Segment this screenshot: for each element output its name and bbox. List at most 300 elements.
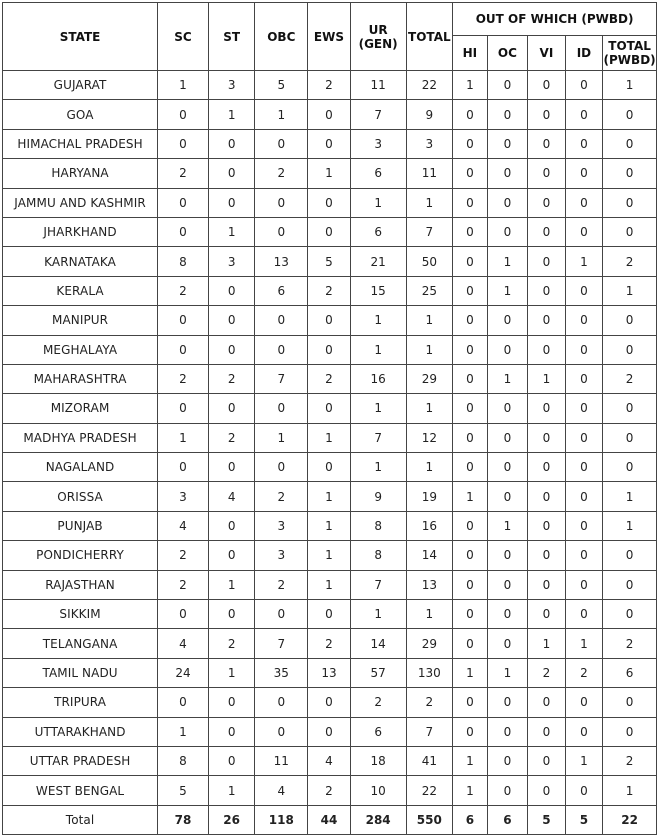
- cell-obc: 4: [255, 776, 308, 805]
- total-row: [3, 805, 657, 834]
- cell-st: 1: [208, 658, 255, 687]
- cell-obc: 2: [255, 159, 308, 188]
- header-hi: HI: [453, 36, 487, 71]
- cell-ur-gen: 15: [350, 276, 406, 305]
- cell-id: 0: [565, 100, 603, 129]
- cell-obc: 0: [255, 717, 308, 746]
- cell-ur-gen: 11: [350, 71, 406, 100]
- header-ur-gen: [350, 3, 406, 71]
- cell-sc: 1: [158, 71, 209, 100]
- cell-id: 0: [565, 541, 603, 570]
- total-cell-oc: 6: [487, 805, 528, 834]
- table-row: [3, 658, 657, 687]
- cell-oc: 0: [487, 600, 528, 629]
- cell-ur-gen: 1: [350, 394, 406, 423]
- cell-oc: 0: [487, 335, 528, 364]
- cell-oc: 0: [487, 688, 528, 717]
- cell-state: KERALA: [3, 276, 158, 305]
- cell-obc: 0: [255, 335, 308, 364]
- cell-vi: 0: [528, 717, 566, 746]
- cell-oc: 0: [487, 717, 528, 746]
- table-header: [3, 3, 657, 71]
- cell-oc: 1: [487, 364, 528, 393]
- cell-st: 1: [208, 570, 255, 599]
- cell-total-pwbd: 0: [603, 129, 657, 158]
- cell-ews: 1: [308, 511, 351, 540]
- cell-state: HARYANA: [3, 159, 158, 188]
- cell-vi: 0: [528, 541, 566, 570]
- cell-st: 4: [208, 482, 255, 511]
- cell-id: 0: [565, 482, 603, 511]
- cell-ews: 0: [308, 717, 351, 746]
- cell-ur-gen: 6: [350, 217, 406, 246]
- cell-ews: 2: [308, 71, 351, 100]
- cell-vi: 0: [528, 71, 566, 100]
- cell-st: 0: [208, 335, 255, 364]
- cell-oc: 0: [487, 629, 528, 658]
- cell-obc: 0: [255, 188, 308, 217]
- cell-st: 0: [208, 541, 255, 570]
- cell-oc: 0: [487, 71, 528, 100]
- header-pwbd-group: OUT OF WHICH (PWBD): [453, 3, 657, 36]
- cell-id: 0: [565, 129, 603, 158]
- cell-id: 1: [565, 746, 603, 775]
- cell-state: GOA: [3, 100, 158, 129]
- cell-ews: 1: [308, 570, 351, 599]
- cell-vi: 1: [528, 364, 566, 393]
- cell-state: SIKKIM: [3, 600, 158, 629]
- cell-sc: 3: [158, 482, 209, 511]
- cell-total: 13: [406, 570, 453, 599]
- total-cell-total: 550: [406, 805, 453, 834]
- cell-st: 3: [208, 71, 255, 100]
- cell-ews: 2: [308, 776, 351, 805]
- cell-obc: 7: [255, 629, 308, 658]
- cell-sc: 0: [158, 394, 209, 423]
- cell-hi: 1: [453, 746, 487, 775]
- cell-sc: 2: [158, 276, 209, 305]
- cell-sc: 0: [158, 453, 209, 482]
- cell-total-pwbd: 2: [603, 629, 657, 658]
- cell-ur-gen: 1: [350, 453, 406, 482]
- table-row: [3, 570, 657, 599]
- cell-sc: 1: [158, 717, 209, 746]
- cell-ur-gen: 16: [350, 364, 406, 393]
- total-cell-vi: 5: [528, 805, 566, 834]
- cell-vi: 0: [528, 600, 566, 629]
- cell-obc: 7: [255, 364, 308, 393]
- cell-oc: 0: [487, 776, 528, 805]
- cell-ews: 0: [308, 306, 351, 335]
- cell-total-pwbd: 0: [603, 217, 657, 246]
- cell-total-pwbd: 0: [603, 100, 657, 129]
- cell-ur-gen: 7: [350, 570, 406, 599]
- cell-state: KARNATAKA: [3, 247, 158, 276]
- cell-total-pwbd: 0: [603, 188, 657, 217]
- cell-ews: 0: [308, 335, 351, 364]
- cell-sc: 2: [158, 159, 209, 188]
- table-row: [3, 629, 657, 658]
- cell-total-pwbd: 0: [603, 306, 657, 335]
- cell-ur-gen: 6: [350, 717, 406, 746]
- cell-state: MIZORAM: [3, 394, 158, 423]
- cell-obc: 0: [255, 306, 308, 335]
- cell-ur-gen: 1: [350, 188, 406, 217]
- cell-ur-gen: 7: [350, 100, 406, 129]
- cell-oc: 0: [487, 394, 528, 423]
- state-reservation-table: [2, 2, 657, 835]
- cell-hi: 0: [453, 688, 487, 717]
- total-cell-ews: 44: [308, 805, 351, 834]
- cell-state: JAMMU AND KASHMIR: [3, 188, 158, 217]
- cell-state: ORISSA: [3, 482, 158, 511]
- cell-id: 0: [565, 276, 603, 305]
- cell-st: 1: [208, 776, 255, 805]
- cell-ews: 0: [308, 217, 351, 246]
- total-cell-ur-gen: 284: [350, 805, 406, 834]
- cell-obc: 11: [255, 746, 308, 775]
- cell-id: 0: [565, 776, 603, 805]
- cell-state: GUJARAT: [3, 71, 158, 100]
- header-total-pwbd-line1: TOTAL: [608, 39, 651, 53]
- cell-st: 0: [208, 511, 255, 540]
- cell-oc: 1: [487, 247, 528, 276]
- total-cell-obc: 118: [255, 805, 308, 834]
- table-row: [3, 394, 657, 423]
- cell-ur-gen: 1: [350, 600, 406, 629]
- cell-total-pwbd: 0: [603, 453, 657, 482]
- cell-st: 0: [208, 276, 255, 305]
- cell-id: 0: [565, 717, 603, 746]
- cell-hi: 0: [453, 159, 487, 188]
- cell-id: 0: [565, 335, 603, 364]
- cell-oc: 0: [487, 188, 528, 217]
- cell-state: UTTARAKHAND: [3, 717, 158, 746]
- table-row: [3, 364, 657, 393]
- header-vi: VI: [528, 36, 566, 71]
- cell-vi: 0: [528, 688, 566, 717]
- cell-total-pwbd: 1: [603, 776, 657, 805]
- cell-oc: 0: [487, 541, 528, 570]
- cell-id: 0: [565, 159, 603, 188]
- cell-ur-gen: 21: [350, 247, 406, 276]
- cell-total: 41: [406, 746, 453, 775]
- cell-total: 1: [406, 306, 453, 335]
- cell-total-pwbd: 0: [603, 423, 657, 452]
- cell-ur-gen: 57: [350, 658, 406, 687]
- table-row: [3, 159, 657, 188]
- cell-vi: 0: [528, 306, 566, 335]
- cell-ews: 1: [308, 482, 351, 511]
- cell-obc: 35: [255, 658, 308, 687]
- cell-id: 0: [565, 688, 603, 717]
- cell-total-pwbd: 1: [603, 71, 657, 100]
- cell-obc: 0: [255, 688, 308, 717]
- cell-sc: 0: [158, 217, 209, 246]
- table-row: [3, 247, 657, 276]
- cell-ews: 1: [308, 159, 351, 188]
- cell-sc: 5: [158, 776, 209, 805]
- cell-oc: 0: [487, 306, 528, 335]
- total-cell-id: 5: [565, 805, 603, 834]
- cell-hi: 0: [453, 570, 487, 599]
- cell-obc: 3: [255, 511, 308, 540]
- cell-total-pwbd: 0: [603, 541, 657, 570]
- table-row: [3, 71, 657, 100]
- table-row: [3, 717, 657, 746]
- cell-obc: 0: [255, 129, 308, 158]
- cell-obc: 0: [255, 394, 308, 423]
- cell-state: TAMIL NADU: [3, 658, 158, 687]
- table-row: [3, 746, 657, 775]
- cell-ur-gen: 1: [350, 335, 406, 364]
- cell-sc: 4: [158, 629, 209, 658]
- cell-st: 0: [208, 746, 255, 775]
- cell-total-pwbd: 0: [603, 394, 657, 423]
- cell-ur-gen: 10: [350, 776, 406, 805]
- cell-sc: 2: [158, 364, 209, 393]
- cell-id: 0: [565, 217, 603, 246]
- cell-total: 14: [406, 541, 453, 570]
- table-row: [3, 511, 657, 540]
- cell-st: 0: [208, 453, 255, 482]
- cell-st: 0: [208, 688, 255, 717]
- table-row: [3, 129, 657, 158]
- cell-ews: 0: [308, 688, 351, 717]
- table-row: [3, 306, 657, 335]
- cell-oc: 0: [487, 453, 528, 482]
- cell-hi: 0: [453, 629, 487, 658]
- cell-obc: 0: [255, 453, 308, 482]
- cell-ur-gen: 1: [350, 306, 406, 335]
- cell-obc: 5: [255, 71, 308, 100]
- table-row: [3, 688, 657, 717]
- cell-ews: 1: [308, 541, 351, 570]
- cell-vi: 2: [528, 658, 566, 687]
- cell-vi: 0: [528, 570, 566, 599]
- cell-vi: 0: [528, 247, 566, 276]
- table-body: [3, 71, 657, 835]
- cell-ews: 13: [308, 658, 351, 687]
- cell-total-pwbd: 1: [603, 482, 657, 511]
- cell-id: 2: [565, 658, 603, 687]
- table-row: [3, 423, 657, 452]
- header-total: TOTAL: [406, 3, 453, 71]
- cell-sc: 1: [158, 423, 209, 452]
- cell-total: 29: [406, 629, 453, 658]
- table-row: [3, 335, 657, 364]
- cell-state: TRIPURA: [3, 688, 158, 717]
- cell-oc: 1: [487, 658, 528, 687]
- cell-hi: 0: [453, 364, 487, 393]
- cell-total: 1: [406, 335, 453, 364]
- cell-obc: 2: [255, 570, 308, 599]
- cell-vi: 0: [528, 188, 566, 217]
- cell-hi: 0: [453, 600, 487, 629]
- cell-total: 1: [406, 453, 453, 482]
- cell-ur-gen: 3: [350, 129, 406, 158]
- cell-ews: 0: [308, 100, 351, 129]
- header-total-pwbd-line2: (PWBD): [603, 53, 656, 67]
- table-row: [3, 100, 657, 129]
- cell-total: 7: [406, 217, 453, 246]
- table-row: [3, 541, 657, 570]
- cell-ews: 2: [308, 364, 351, 393]
- cell-ur-gen: 8: [350, 511, 406, 540]
- cell-total-pwbd: 0: [603, 717, 657, 746]
- cell-obc: 0: [255, 600, 308, 629]
- cell-vi: 0: [528, 482, 566, 511]
- cell-hi: 0: [453, 129, 487, 158]
- cell-state: PUNJAB: [3, 511, 158, 540]
- cell-obc: 1: [255, 100, 308, 129]
- table-row: [3, 217, 657, 246]
- cell-hi: 1: [453, 776, 487, 805]
- total-cell-st: 26: [208, 805, 255, 834]
- cell-sc: 24: [158, 658, 209, 687]
- cell-st: 0: [208, 394, 255, 423]
- cell-oc: 1: [487, 276, 528, 305]
- cell-sc: 0: [158, 688, 209, 717]
- cell-total: 29: [406, 364, 453, 393]
- cell-st: 0: [208, 600, 255, 629]
- cell-id: 1: [565, 247, 603, 276]
- cell-hi: 0: [453, 247, 487, 276]
- cell-ews: 4: [308, 746, 351, 775]
- cell-total: 11: [406, 159, 453, 188]
- cell-total-pwbd: 0: [603, 570, 657, 599]
- cell-vi: 1: [528, 629, 566, 658]
- total-cell-hi: 6: [453, 805, 487, 834]
- cell-st: 1: [208, 217, 255, 246]
- cell-ur-gen: 14: [350, 629, 406, 658]
- cell-id: 0: [565, 71, 603, 100]
- cell-vi: 0: [528, 394, 566, 423]
- cell-state: MANIPUR: [3, 306, 158, 335]
- cell-id: 0: [565, 306, 603, 335]
- cell-vi: 0: [528, 129, 566, 158]
- cell-hi: 0: [453, 541, 487, 570]
- cell-ews: 0: [308, 600, 351, 629]
- total-cell-state: Total: [3, 805, 158, 834]
- cell-total: 7: [406, 717, 453, 746]
- header-id: ID: [565, 36, 603, 71]
- cell-sc: 2: [158, 570, 209, 599]
- cell-state: TELANGANA: [3, 629, 158, 658]
- cell-hi: 0: [453, 511, 487, 540]
- cell-total-pwbd: 0: [603, 159, 657, 188]
- table-row: [3, 600, 657, 629]
- cell-id: 0: [565, 453, 603, 482]
- cell-vi: 0: [528, 335, 566, 364]
- cell-st: 2: [208, 364, 255, 393]
- cell-total-pwbd: 2: [603, 247, 657, 276]
- cell-ews: 0: [308, 129, 351, 158]
- cell-id: 0: [565, 364, 603, 393]
- cell-obc: 13: [255, 247, 308, 276]
- cell-vi: 0: [528, 276, 566, 305]
- cell-vi: 0: [528, 159, 566, 188]
- cell-id: 0: [565, 423, 603, 452]
- header-ur-line2: (GEN): [358, 36, 398, 51]
- cell-st: 0: [208, 717, 255, 746]
- cell-hi: 0: [453, 188, 487, 217]
- cell-total: 22: [406, 71, 453, 100]
- cell-total-pwbd: 1: [603, 276, 657, 305]
- cell-ews: 0: [308, 453, 351, 482]
- cell-st: 2: [208, 629, 255, 658]
- cell-ews: 0: [308, 188, 351, 217]
- cell-oc: 0: [487, 482, 528, 511]
- cell-id: 0: [565, 600, 603, 629]
- cell-vi: 0: [528, 100, 566, 129]
- cell-ur-gen: 9: [350, 482, 406, 511]
- cell-oc: 0: [487, 217, 528, 246]
- cell-id: 0: [565, 188, 603, 217]
- cell-state: WEST BENGAL: [3, 776, 158, 805]
- cell-total-pwbd: 2: [603, 364, 657, 393]
- cell-st: 0: [208, 188, 255, 217]
- cell-state: MADHYA PRADESH: [3, 423, 158, 452]
- cell-state: NAGALAND: [3, 453, 158, 482]
- cell-vi: 0: [528, 511, 566, 540]
- cell-hi: 0: [453, 335, 487, 364]
- header-st: ST: [208, 3, 255, 71]
- cell-vi: 0: [528, 453, 566, 482]
- cell-obc: 6: [255, 276, 308, 305]
- header-obc: OBC: [255, 3, 308, 71]
- cell-oc: 0: [487, 570, 528, 599]
- table-row: [3, 188, 657, 217]
- cell-vi: 0: [528, 746, 566, 775]
- cell-sc: 0: [158, 306, 209, 335]
- cell-sc: 8: [158, 746, 209, 775]
- table-row: [3, 482, 657, 511]
- cell-state: JHARKHAND: [3, 217, 158, 246]
- cell-obc: 0: [255, 217, 308, 246]
- cell-hi: 0: [453, 276, 487, 305]
- cell-ur-gen: 2: [350, 688, 406, 717]
- cell-oc: 0: [487, 100, 528, 129]
- cell-vi: 0: [528, 217, 566, 246]
- cell-sc: 0: [158, 129, 209, 158]
- cell-total: 130: [406, 658, 453, 687]
- cell-state: RAJASTHAN: [3, 570, 158, 599]
- cell-hi: 0: [453, 306, 487, 335]
- cell-total: 16: [406, 511, 453, 540]
- cell-obc: 2: [255, 482, 308, 511]
- cell-sc: 0: [158, 600, 209, 629]
- cell-oc: 0: [487, 129, 528, 158]
- cell-st: 2: [208, 423, 255, 452]
- cell-hi: 0: [453, 100, 487, 129]
- cell-total: 19: [406, 482, 453, 511]
- cell-state: PONDICHERRY: [3, 541, 158, 570]
- cell-ews: 1: [308, 423, 351, 452]
- cell-hi: 1: [453, 482, 487, 511]
- cell-vi: 0: [528, 423, 566, 452]
- cell-id: 0: [565, 570, 603, 599]
- cell-sc: 4: [158, 511, 209, 540]
- cell-state: MEGHALAYA: [3, 335, 158, 364]
- cell-st: 3: [208, 247, 255, 276]
- cell-sc: 0: [158, 100, 209, 129]
- header-state: STATE: [3, 3, 158, 71]
- cell-total: 2: [406, 688, 453, 717]
- cell-ur-gen: 7: [350, 423, 406, 452]
- cell-total-pwbd: 0: [603, 335, 657, 364]
- cell-total-pwbd: 0: [603, 688, 657, 717]
